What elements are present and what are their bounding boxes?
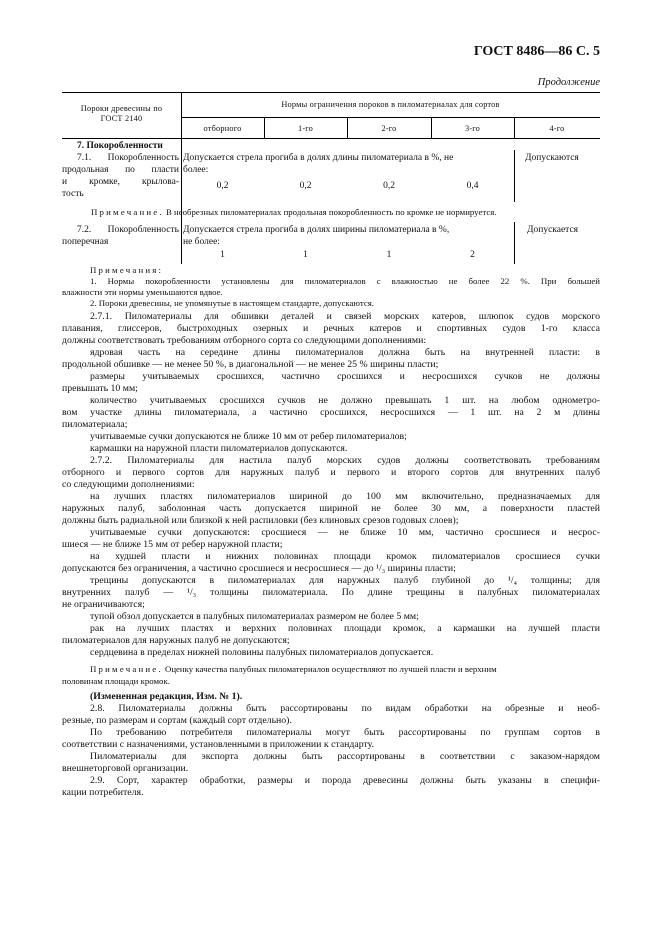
col-divider-5b: [514, 150, 515, 202]
note2-text: Оценку качества палубных пиломатериалов осуществляют по лучшей пласти и верхним: [164, 664, 497, 674]
sort-header-0: отборного: [203, 124, 242, 133]
row1-name-0: 7.1. Покоробленность: [77, 153, 179, 163]
note2-line2: половинам площади кромок.: [62, 676, 170, 686]
row1-value-2: 0,2: [383, 181, 395, 191]
col1-header-line2: ГОСТ 2140: [100, 114, 143, 123]
p2-line: продольной обшивке — не менее 50 %, в диагональной — не менее 25 % ширины пласти;: [62, 359, 439, 370]
p8-line: должны быть радиальной или близкой к ней распиловки (без клиновых срезов годовых слоев);: [62, 515, 459, 526]
p1-line: должны соответствовать требованиям отборного сорта со следующими дополнениями:: [62, 335, 427, 346]
notes-line1: 1. Нормы покоробленности установлены для пиломатериалов с влажностью не более 22 %. При большей: [90, 276, 600, 286]
p2-line: ядровая часть на середине длины пиломатериалов должна быть на внутренней пласти: в: [90, 347, 600, 358]
p3-line: превышать 10 мм;: [62, 383, 138, 394]
p17-line: Пиломатериалы для экспорта должны быть рассортированы в соответствии с заказом-нарядом: [90, 751, 600, 762]
note1-text: В необрезных пиломатериалах продольная покоробленность по кромке не нормируется.: [165, 207, 497, 217]
p15-line: 2.8. Пиломатериалы должны быть рассортированы по видам обработки на обрезные и необ-: [90, 703, 600, 714]
p13-line: рак на лучших пластях и верхних половинах площади кромок, а кармашки на лучшей пласти: [90, 623, 600, 634]
p8-line: на лучших пластях пиломатериалов шириной до 100 мм включительно, предназначаемых для: [90, 491, 600, 502]
table-top-border: [62, 92, 600, 93]
section-title: 7. Покоробленности: [77, 141, 163, 151]
col-divider-1: [181, 92, 182, 264]
notes-block: [62, 265, 600, 309]
p17-line: внешнеторговой организации.: [62, 763, 189, 774]
p4-line: пиломатериала;: [62, 419, 128, 430]
note2-line1: [62, 663, 600, 675]
sort-header-2: 2-го: [381, 124, 397, 133]
row2-name-1: поперечная: [62, 237, 109, 247]
row1-value-3: 0,4: [466, 181, 479, 191]
row1-value-0: 0,2: [216, 181, 229, 191]
sort-header-1: 1-го: [297, 124, 314, 133]
row2-text-0: Допускается стрела прогиба в долях ширины пиломатериала в %,: [183, 225, 450, 235]
p5-line: учитываемые сучки допускаются не ближе 10 мм от ребер пиломатериалов;: [90, 431, 407, 442]
p3-line: размеры учитываемых сросшихся, частично сросшихся и несросшихся сучков не должны: [90, 371, 600, 382]
p11-line: внутренних палуб — ¹/₃ толщины пиломатериала. По длине трещины в палубных пиломатериалах: [62, 587, 600, 598]
row1-name-3: тость: [62, 189, 84, 199]
p6-line: кармашки на наружной пласти пиломатериалов допускаются.: [90, 443, 348, 454]
p14-line: сердцевина в пределах нижней половины палубных пиломатериалов допускается.: [90, 647, 434, 658]
row2-value-3: 2: [470, 250, 475, 260]
p9-line: шиеся — не ближе 15 мм от ребер наружной пласти;: [62, 539, 283, 550]
table-subheader-border: [181, 117, 600, 118]
row2-value-2: 1: [386, 250, 392, 260]
p7-line: отборного и первого сортов для наружных палуб и первого и второго сортов для внутренних палуб: [62, 467, 600, 478]
row1-name-1: продольная по пласти: [62, 165, 179, 175]
p10-line: допускаются без ограничения, а частично сросшиеся и несросшиеся — до ¹/₃ ширины пласти;: [62, 563, 456, 574]
row1-value-1: 0,2: [299, 181, 312, 191]
row2-value-0: 1: [220, 250, 225, 260]
p9-line: учитываемые сучки допускаются: сросшиеся — не ближе 10 мм, частично сросшиеся и несрос-: [90, 527, 600, 538]
group-header: Нормы ограничения пороков в пиломатериалах для сортов: [281, 100, 500, 109]
p15-line: резные, по размерам и сортам (каждый сорт отдельно).: [62, 715, 292, 726]
table-header-border: [62, 138, 600, 139]
note1-label: Примечание.: [91, 207, 164, 217]
p11-line: не ограничиваются;: [62, 599, 145, 610]
notes-label: Примечания:: [90, 265, 164, 275]
col-divider-5c: [514, 222, 515, 264]
p4-line: количество учитываемых сросшихся сучков не должно превышать 1 шт. на любом однометро-: [90, 395, 600, 406]
sort-header-4: 4-го: [549, 124, 565, 133]
sort-header-3: 3-го: [464, 124, 481, 133]
col1-header-line1: Пороки древесины по: [80, 104, 163, 113]
p7-line: 2.7.2. Пиломатериалы для настила палуб морских судов должны соответствовать требованиям: [90, 455, 600, 466]
row1-last: Допускаются: [525, 153, 579, 163]
page-header: ГОСТ 8486—86 С. 5: [473, 44, 600, 59]
p10-line: на худшей пласти и нижних половинах площади кромок пиломатериалов сросшиеся сучки: [90, 551, 600, 562]
table-note1: [91, 207, 496, 217]
row2-value-1: 1: [303, 250, 308, 260]
p1-line: 2.7.1. Пиломатериалы для обшивки деталей и связей морских катеров, шлюпок судов морского: [90, 311, 600, 322]
row1-text-1: более:: [183, 165, 209, 175]
p12-line: тупой обзол допускается в палубных пиломатериалах размером не более 5 мм;: [90, 611, 419, 622]
amendment-note: (Измененная редакция, Изм. № 1).: [90, 691, 243, 702]
row2-name-0: 7.2. Покоробленность: [77, 225, 179, 235]
p1-line: плавания, глиссеров, быстроходных озерных и речных катеров и спортивных судов 1-го класса: [62, 323, 600, 334]
notes-line3: 2. Пороки древесины, не упомянутые в настоящем стандарте, допускаются.: [90, 298, 374, 308]
continuation-label: Продолжение: [537, 77, 600, 88]
p16-line: По требованию потребителя пиломатериалы могут быть рассортированы по группам сортов в: [90, 727, 600, 738]
p18-line: кации потребителя.: [62, 787, 144, 798]
p7-line: со следующими дополнениями:: [62, 479, 195, 490]
p18-line: 2.9. Сорт, характер обработки, размеры и порода древесины должны быть указаны в специфи-: [90, 775, 600, 786]
row1-text-0: Допускается стрела прогиба в долях длины пиломатериала в %, не: [183, 153, 454, 163]
p16-line: соответствии с назначениями, установленными в приложении к стандарту.: [62, 739, 375, 750]
row1-name-2: и кромке, крылова-: [62, 177, 179, 187]
body-text: [62, 311, 600, 799]
row2-text-1: не более:: [183, 237, 220, 247]
row2-last: Допускается: [527, 225, 579, 235]
p13-line: пиломатериалов для наружных палуб не допускаются;: [62, 635, 290, 646]
p4-line: вом участке длины пиломатериала, а частично сросшихся, несросшихся — 1 шт. на 2 м длины: [62, 407, 600, 418]
p8-line: наружных палуб, заболонная часть допускается шириной не более 30 мм, а поверхности пластей: [62, 503, 600, 514]
p11-line: трещины допускаются в пиломатериалах для наружных палуб глубиной до ¹/₄ толщины; для: [90, 575, 600, 586]
notes-line2: влажности эти нормы уменьшаются вдвое.: [62, 287, 223, 297]
note2-label: Примечание.: [90, 664, 163, 674]
